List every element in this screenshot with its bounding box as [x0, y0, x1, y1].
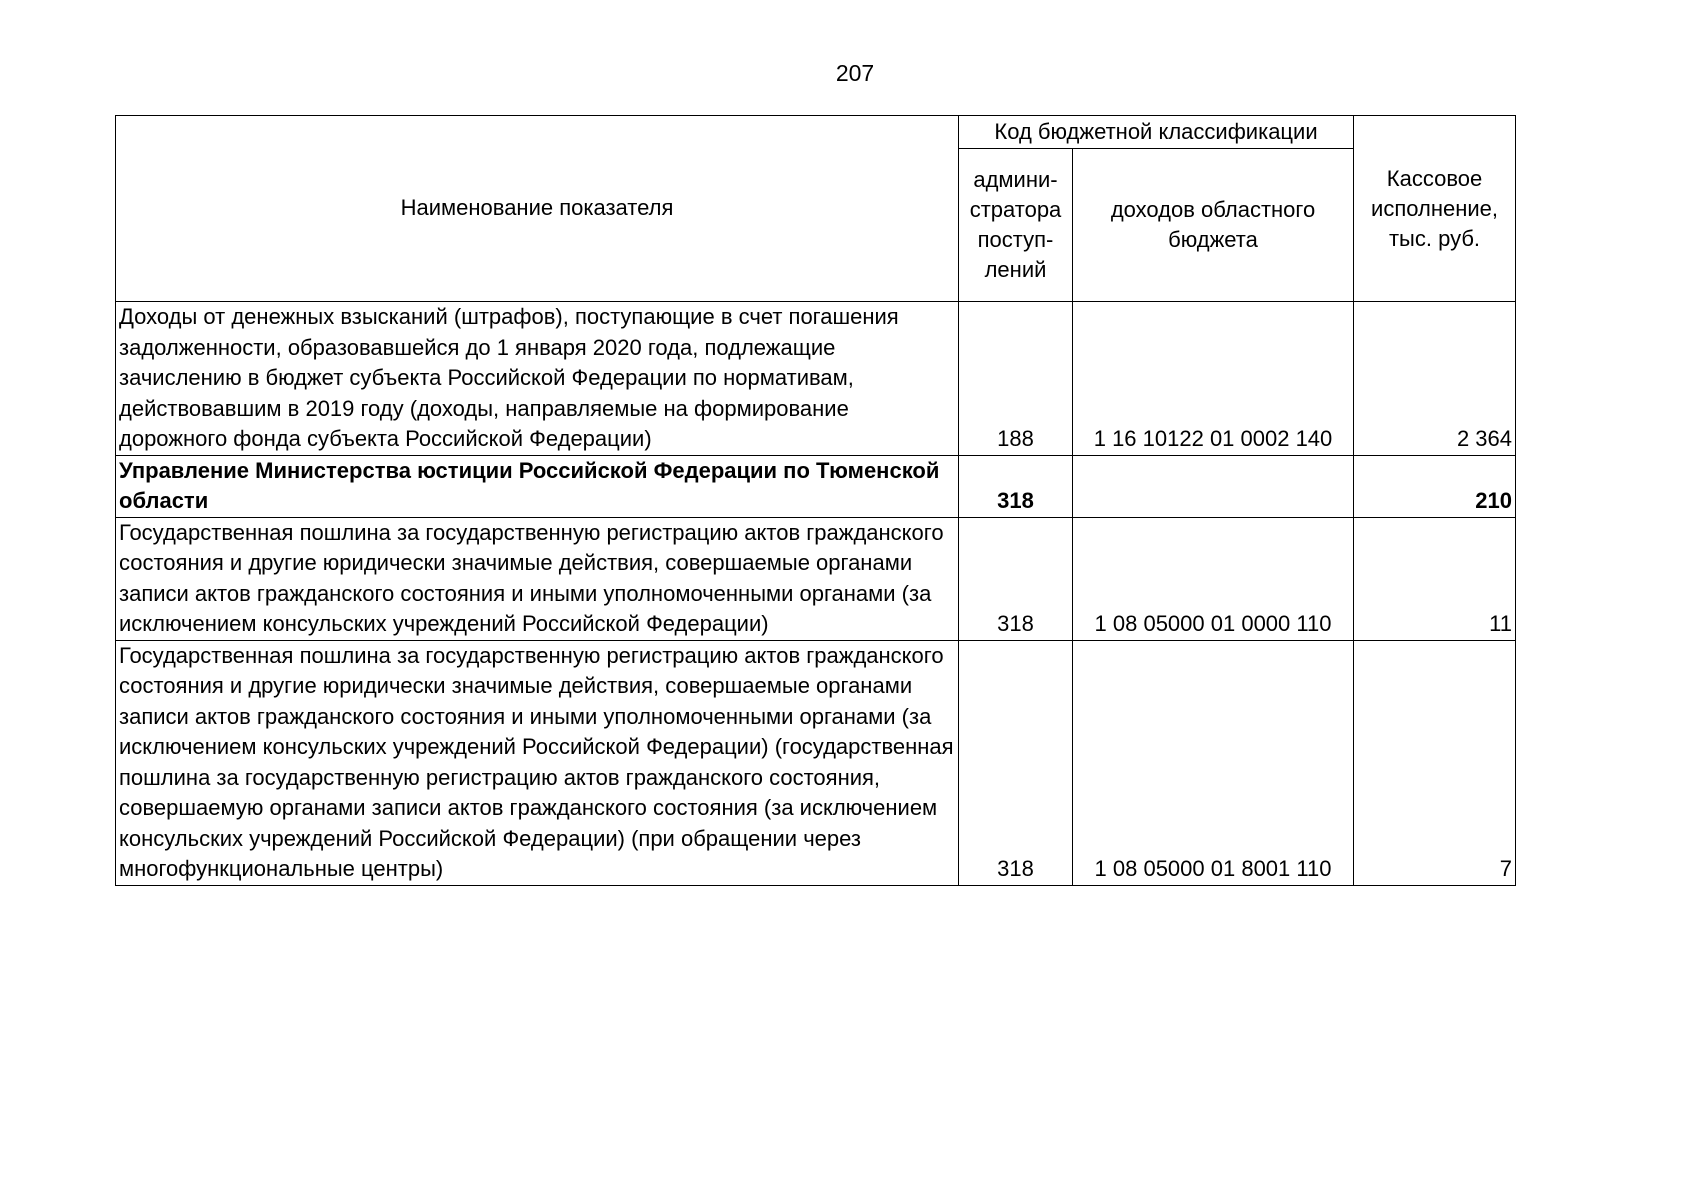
table-header: [116, 116, 1516, 302]
table-row-section-heading: [116, 455, 1516, 517]
table-row: [116, 640, 1516, 885]
row-indicator-name: Управление Министерства юстиции Российской Федерации по Тюменской области: [116, 455, 959, 517]
header-indicator-name: Наименование показателя: [116, 116, 959, 302]
header-cash-execution: Кассовое исполнение, тыс. руб.: [1354, 116, 1516, 302]
row-budget-code: 1 16 10122 01 0002 140: [1073, 302, 1354, 456]
row-admin-code: 318: [959, 517, 1073, 640]
header-regional-budget-revenue: доходов областного бюджета: [1073, 149, 1354, 302]
row-admin-code: 188: [959, 302, 1073, 456]
row-budget-code: 1 08 05000 01 0000 110: [1073, 517, 1354, 640]
row-admin-code: 318: [959, 455, 1073, 517]
page-number: 207: [835, 60, 875, 86]
budget-income-table: [115, 115, 1516, 886]
row-budget-code: 1 08 05000 01 8001 110: [1073, 640, 1354, 885]
row-indicator-name: Государственная пошлина за государственную регистрацию актов гражданского состояния и другие юридически значимые действия, совершаемые органами записи актов гражданского состояния и иными уполномоченными органами (за исключением консульских учреждений Российской Федерации): [116, 517, 959, 640]
table-row: [116, 517, 1516, 640]
row-indicator-name: Государственная пошлина за государственную регистрацию актов гражданского состояния и другие юридически значимые действия, совершаемые органами записи актов гражданского состояния и иными уполномоченными органами (за исключением консульских учреждений Российской Федерации) (государственная пошлина за государственную регистрацию актов гражданского состояния, совершаемую органами записи актов гражданского состояния (за исключением консульских учреждений Российской Федерации) (при обращении через многофункциональные центры): [116, 640, 959, 885]
row-cash-execution: 11: [1354, 517, 1516, 640]
header-revenue-administrator: админи-стратора поступ-лений: [959, 149, 1073, 302]
table-row: [116, 302, 1516, 456]
row-admin-code: 318: [959, 640, 1073, 885]
row-cash-execution: 2 364: [1354, 302, 1516, 456]
row-cash-execution: 210: [1354, 455, 1516, 517]
header-budget-classification-code: Код бюджетной классификации: [959, 116, 1354, 149]
row-budget-code: [1073, 455, 1354, 517]
row-indicator-name: Доходы от денежных взысканий (штрафов), поступающие в счет погашения задолженности, образовавшейся до 1 января 2020 года, подлежащие зачислению в бюджет субъекта Российской Федерации по нормативам, действовавшим в 2019 году (доходы, направляемые на формирование дорожного фонда субъекта Российской Федерации): [116, 302, 959, 456]
table-body: [116, 302, 1516, 886]
row-cash-execution: 7: [1354, 640, 1516, 885]
